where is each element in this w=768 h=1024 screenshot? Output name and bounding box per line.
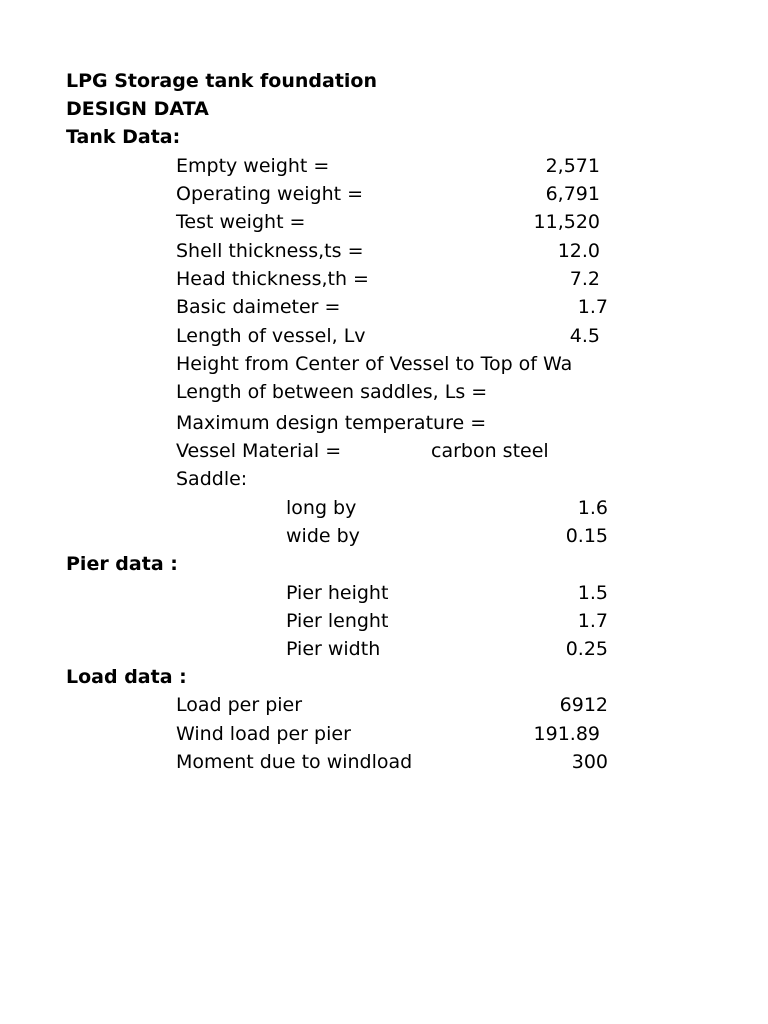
load-per-pier-value: 6912 [559, 694, 608, 716]
length-vessel-label: Length of vessel, Lv [176, 325, 366, 347]
tank-data-heading: Tank Data: [66, 126, 181, 148]
long-by-value: 1.6 [577, 497, 608, 519]
length-vessel-value: 4.5 [569, 325, 600, 347]
test-weight-value: 11,520 [533, 211, 600, 233]
operating-weight-label: Operating weight = [176, 183, 364, 205]
test-weight-label: Test weight = [176, 211, 306, 233]
operating-weight-value: 6,791 [545, 183, 600, 205]
design-data-heading: DESIGN DATA [66, 98, 209, 120]
empty-weight-label: Empty weight = [176, 155, 330, 177]
saddle-label: Saddle: [176, 468, 248, 490]
pier-length-value: 1.7 [577, 610, 608, 632]
pier-width-value: 0.25 [565, 638, 608, 660]
head-thickness-value: 7.2 [569, 268, 600, 290]
wide-by-value: 0.15 [565, 525, 608, 547]
moment-windload-value: 300 [571, 751, 608, 773]
long-by-label: long by [286, 497, 357, 519]
pier-width-label: Pier width [286, 638, 381, 660]
pier-length-label: Pier lenght [286, 610, 389, 632]
wind-load-value: 191.89 [533, 723, 600, 745]
load-per-pier-label: Load per pier [176, 694, 303, 716]
moment-windload-label: Moment due to windload [176, 751, 413, 773]
shell-thickness-label: Shell thickness,ts = [176, 240, 364, 262]
wide-by-label: wide by [286, 525, 360, 547]
document-title: LPG Storage tank foundation [66, 70, 378, 92]
head-thickness-label: Head thickness,th = [176, 268, 369, 290]
pier-height-value: 1.5 [577, 582, 608, 604]
shell-thickness-value: 12.0 [557, 240, 600, 262]
vessel-material-label: Vessel Material = [176, 440, 342, 462]
empty-weight-value: 2,571 [545, 155, 600, 177]
height-center-label: Height from Center of Vessel to Top of Wa [176, 353, 573, 375]
pier-data-heading: Pier data : [66, 553, 178, 575]
length-saddles-label: Length of between saddles, Ls = [176, 381, 488, 403]
basic-diameter-label: Basic daimeter = [176, 296, 341, 318]
pier-height-label: Pier height [286, 582, 389, 604]
load-data-heading: Load data : [66, 666, 187, 688]
basic-diameter-value: 1.7 [577, 296, 608, 318]
max-temperature-label: Maximum design temperature = [176, 412, 487, 434]
vessel-material-value: carbon steel [431, 440, 549, 462]
wind-load-label: Wind load per pier [176, 723, 351, 745]
